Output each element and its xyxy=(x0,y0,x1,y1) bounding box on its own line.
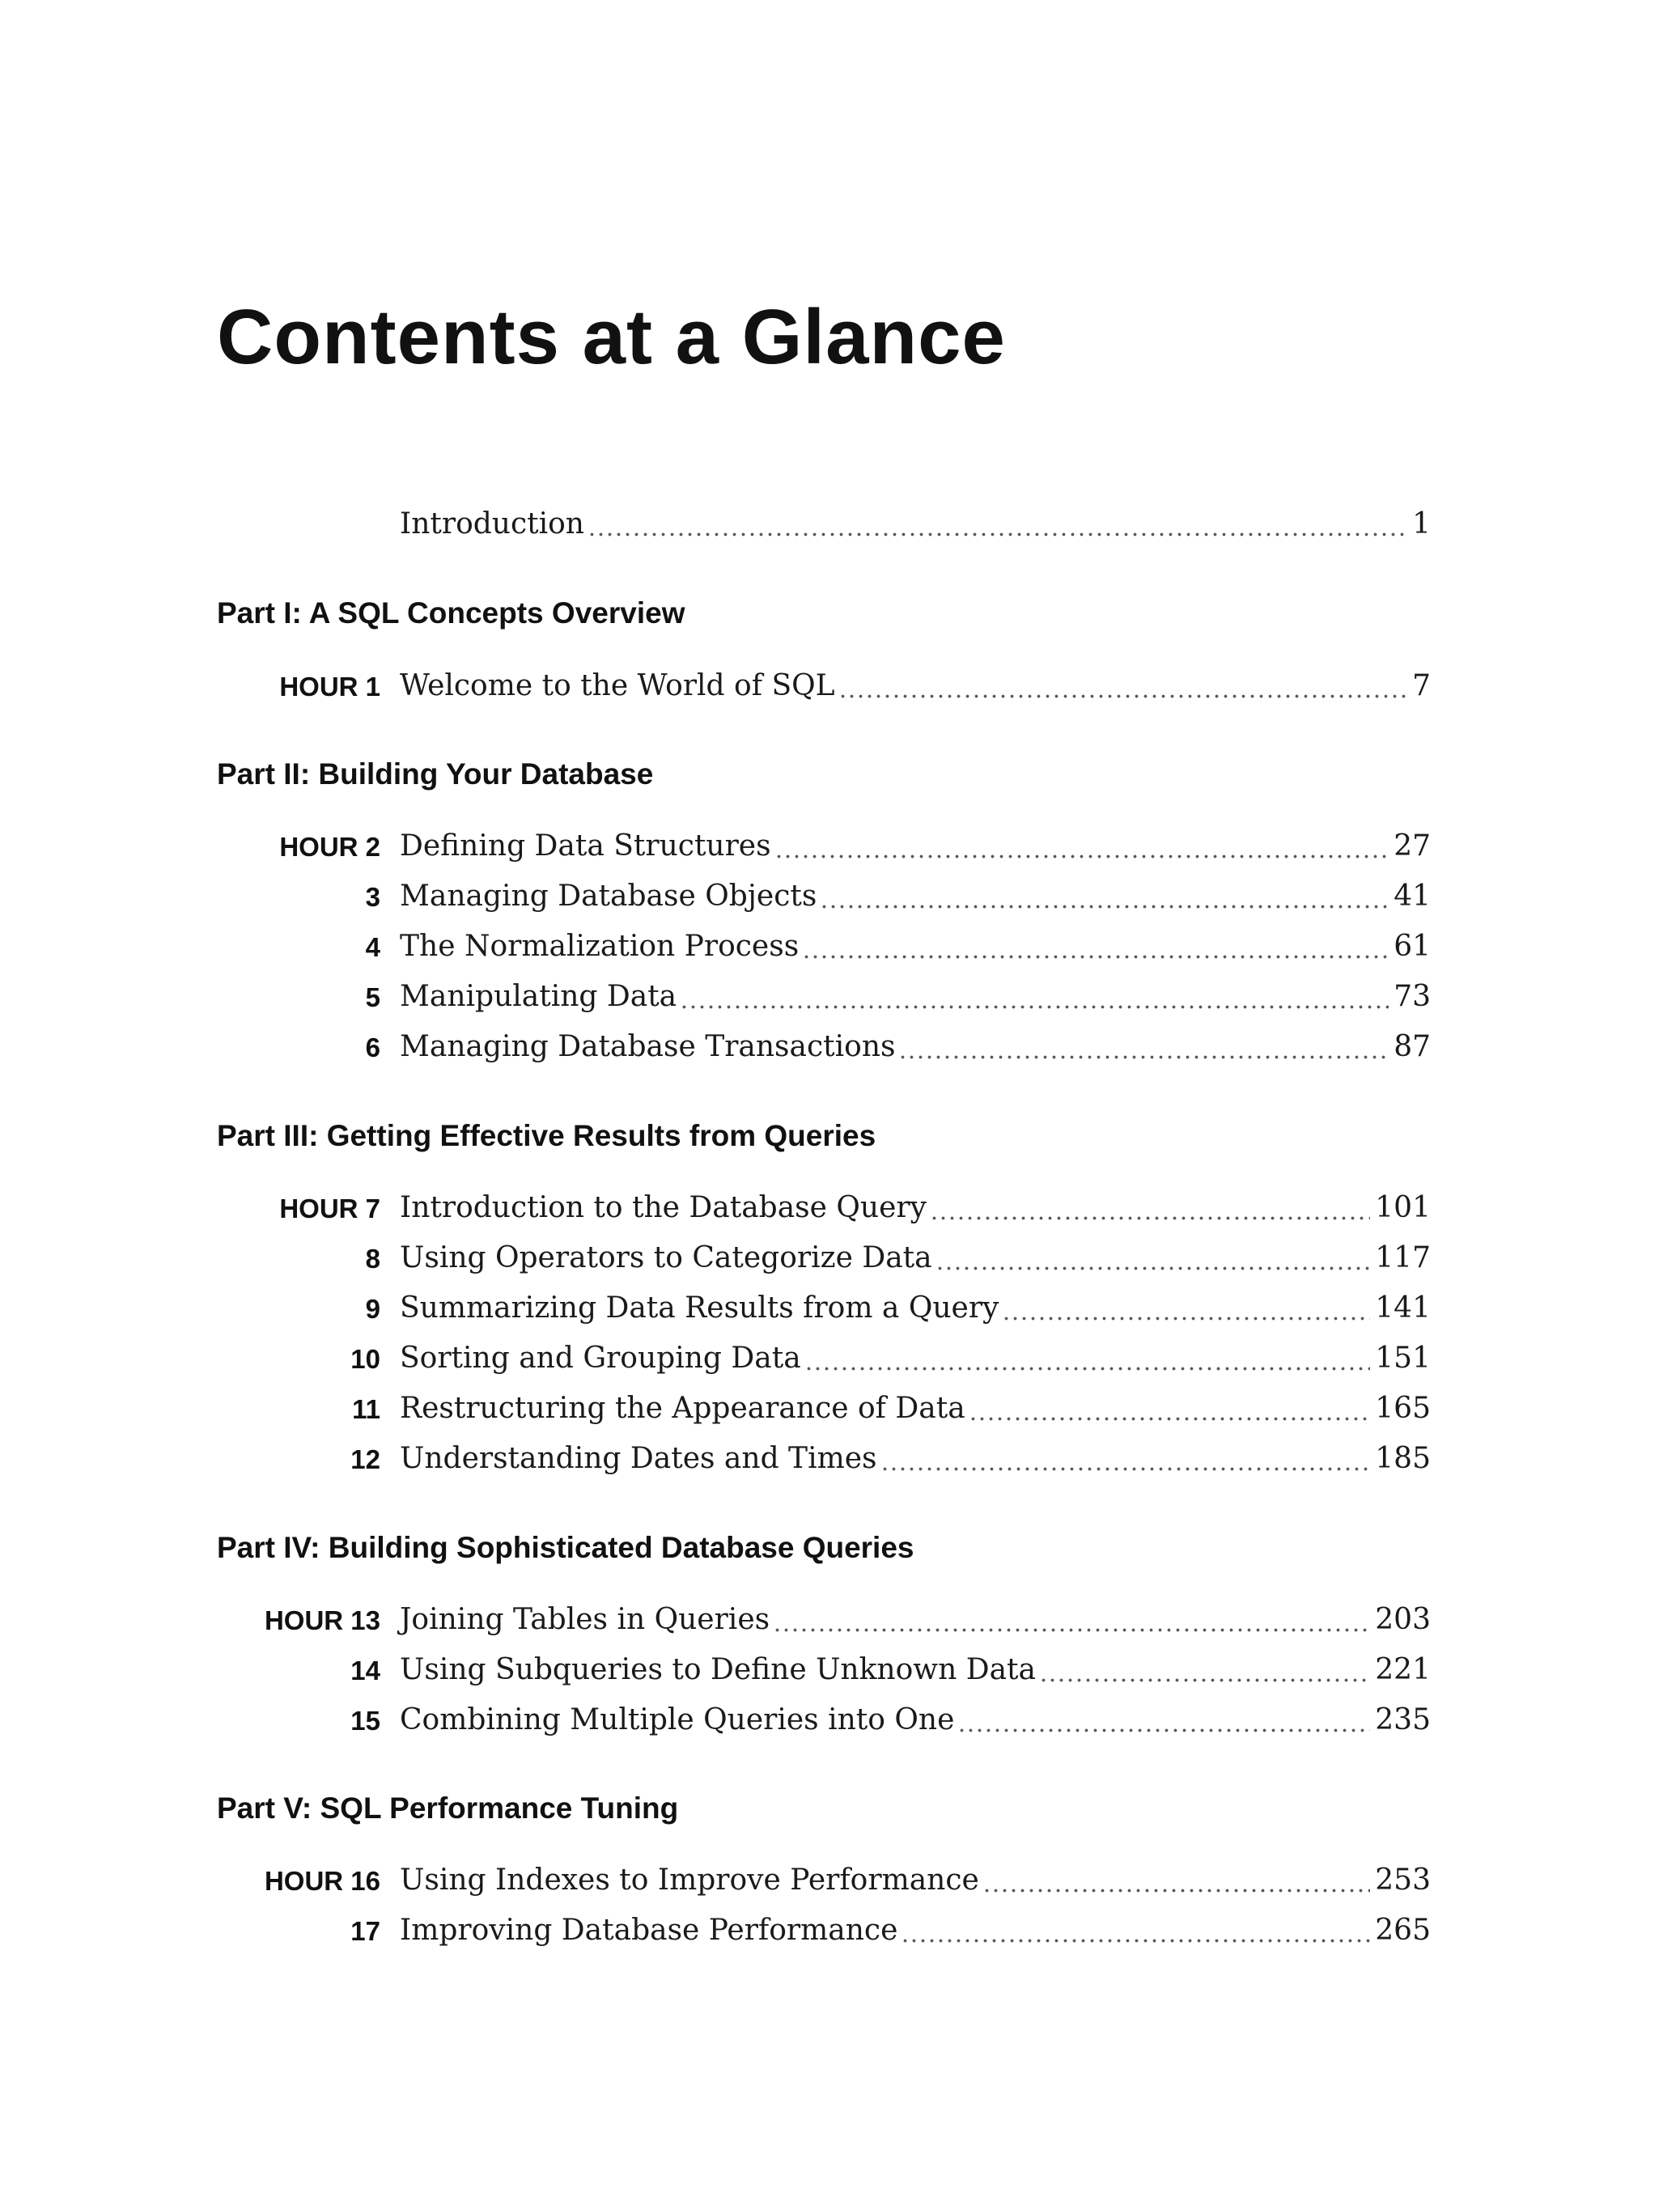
entry-label: HOUR 1 xyxy=(279,672,380,702)
entry-title: Summarizing Data Results from a Query xyxy=(400,1291,999,1325)
dot-leader xyxy=(957,1727,1370,1734)
entry-title: Managing Database Objects xyxy=(400,880,817,913)
dot-leader xyxy=(1039,1677,1370,1684)
part-heading: Part I: A SQL Concepts Overview xyxy=(217,596,685,630)
dot-leader xyxy=(930,1215,1370,1222)
entry-page-number: 221 xyxy=(1375,1653,1431,1686)
toc-entry[interactable] xyxy=(217,874,1431,919)
entry-page-number: 253 xyxy=(1375,1863,1431,1897)
entry-title: Improving Database Performance xyxy=(400,1914,898,1947)
entry-page-number: 41 xyxy=(1394,880,1431,913)
entry-title: Combining Multiple Queries into One xyxy=(400,1703,955,1736)
toc-entry[interactable] xyxy=(217,1024,1431,1070)
entry-page-number: 141 xyxy=(1375,1291,1431,1325)
dot-leader xyxy=(588,531,1407,538)
entry-page-number: 87 xyxy=(1394,1030,1431,1063)
dot-leader xyxy=(774,853,1389,860)
entry-label: HOUR 13 xyxy=(264,1605,380,1635)
entry-label: 15 xyxy=(350,1706,380,1736)
entry-page-number: 165 xyxy=(1375,1392,1431,1425)
entry-label: 5 xyxy=(365,982,380,1012)
dot-leader xyxy=(820,903,1389,910)
entry-page-number: 101 xyxy=(1375,1191,1431,1224)
toc-entry[interactable] xyxy=(217,1698,1431,1743)
toc-entry[interactable] xyxy=(217,664,1431,709)
toc-entry[interactable] xyxy=(217,1185,1431,1231)
dot-leader xyxy=(680,1003,1389,1011)
entry-title: Using Operators to Categorize Data xyxy=(400,1241,932,1274)
entry-label: HOUR 7 xyxy=(279,1194,380,1223)
entry-page-number: 185 xyxy=(1375,1442,1431,1475)
entry-label: 3 xyxy=(365,882,380,912)
entry-title: Sorting and Grouping Data xyxy=(400,1342,801,1375)
entry-label: HOUR 2 xyxy=(279,832,380,862)
entry-label: 9 xyxy=(365,1294,380,1324)
dot-leader xyxy=(982,1887,1370,1894)
dot-leader xyxy=(773,1626,1370,1634)
dot-leader xyxy=(935,1265,1371,1272)
entry-label: 14 xyxy=(350,1656,380,1685)
toc-entry[interactable] xyxy=(217,1236,1431,1281)
entry-page-number: 7 xyxy=(1412,669,1431,702)
entry-page-number: 117 xyxy=(1375,1241,1431,1274)
page-title: Contents at a Glance xyxy=(217,294,1006,380)
part-heading: Part II: Building Your Database xyxy=(217,757,654,791)
entry-page-number: 73 xyxy=(1394,980,1431,1013)
toc-entry[interactable] xyxy=(217,1908,1431,1953)
toc-entry[interactable] xyxy=(217,1336,1431,1381)
toc-entry-introduction[interactable] xyxy=(217,502,1431,547)
entry-title: Using Indexes to Improve Performance xyxy=(400,1863,979,1897)
dot-leader xyxy=(1002,1315,1370,1322)
toc-entry[interactable] xyxy=(217,1436,1431,1482)
toc-entry[interactable] xyxy=(217,1647,1431,1693)
entry-title: Welcome to the World of SQL xyxy=(400,669,835,702)
dot-leader xyxy=(969,1415,1371,1422)
toc-entry[interactable] xyxy=(217,824,1431,869)
entry-page-number: 61 xyxy=(1394,930,1431,963)
part-heading: Part V: SQL Performance Tuning xyxy=(217,1791,679,1825)
toc-entry[interactable] xyxy=(217,1858,1431,1903)
dot-leader xyxy=(880,1465,1371,1473)
part-heading: Part IV: Building Sophisticated Database Queries xyxy=(217,1531,914,1564)
entry-title: Using Subqueries to Define Unknown Data xyxy=(400,1653,1036,1686)
entry-label: 4 xyxy=(365,932,380,962)
entry-page-number: 235 xyxy=(1375,1703,1431,1736)
entry-title: Defining Data Structures xyxy=(400,829,771,863)
part-heading: Part III: Getting Effective Results from Queries xyxy=(217,1119,876,1152)
entry-page-number: 265 xyxy=(1375,1914,1431,1947)
toc-entry[interactable] xyxy=(217,1286,1431,1331)
entry-title: Introduction to the Database Query xyxy=(400,1191,927,1224)
entry-label: 6 xyxy=(365,1032,380,1062)
entry-page-number: 151 xyxy=(1375,1342,1431,1375)
entry-title: Introduction xyxy=(400,507,584,541)
table-of-contents xyxy=(217,0,1431,2209)
entry-title: Restructuring the Appearance of Data xyxy=(400,1392,965,1425)
dot-leader xyxy=(804,1365,1371,1372)
dot-leader xyxy=(802,953,1389,960)
entry-page-number: 27 xyxy=(1394,829,1431,863)
entry-page-number: 1 xyxy=(1412,507,1431,541)
entry-title: Manipulating Data xyxy=(400,980,677,1013)
dot-leader xyxy=(898,1054,1389,1061)
dot-leader xyxy=(838,693,1408,700)
dot-leader xyxy=(901,1937,1370,1944)
entry-title: Understanding Dates and Times xyxy=(400,1442,877,1475)
toc-entry[interactable] xyxy=(217,1597,1431,1643)
toc-entry[interactable] xyxy=(217,974,1431,1020)
toc-entry[interactable] xyxy=(217,1386,1431,1431)
entry-title: Managing Database Transactions xyxy=(400,1030,896,1063)
entry-title: The Normalization Process xyxy=(400,930,800,963)
entry-label: HOUR 16 xyxy=(264,1866,380,1896)
entry-label: 17 xyxy=(350,1916,380,1946)
entry-label: 8 xyxy=(365,1244,380,1274)
entry-title: Joining Tables in Queries xyxy=(400,1603,770,1636)
entry-label: 12 xyxy=(350,1444,380,1474)
entry-page-number: 203 xyxy=(1375,1603,1431,1636)
toc-entry[interactable] xyxy=(217,924,1431,969)
entry-label: 10 xyxy=(350,1344,380,1374)
entry-label: 11 xyxy=(352,1394,380,1424)
